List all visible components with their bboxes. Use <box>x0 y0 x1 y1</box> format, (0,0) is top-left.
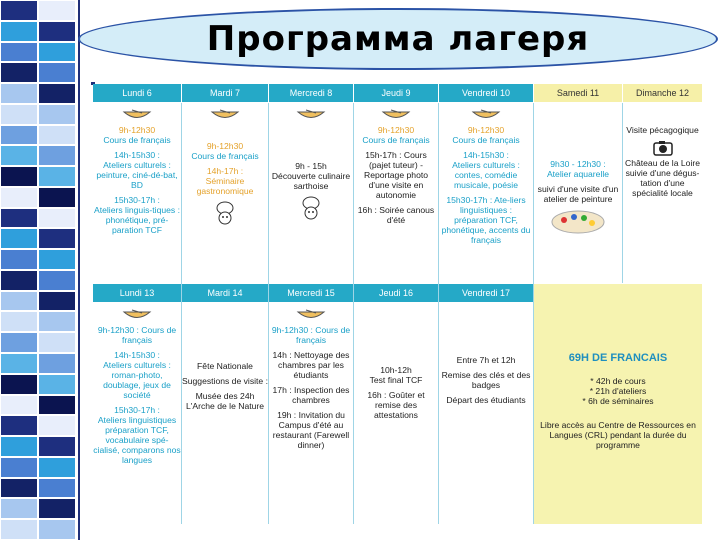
stripe-tile <box>38 208 76 229</box>
time-label: 10h-12h <box>380 365 412 375</box>
activity-label: Cours de français <box>191 151 259 161</box>
activity-label: 19h : Invitation du Campus d'été au restaurant (Farewell dinner) <box>272 410 350 450</box>
time-label: 9h30 - 12h30 : <box>550 159 606 169</box>
cell-w2-d5 <box>439 303 533 524</box>
summary-note: Libre accès au Centre de Ressources en Langues (CRL) pendant la durée du programme <box>540 420 696 450</box>
title-banner <box>78 8 718 70</box>
header-day-5: Vendredi 10 <box>439 84 533 102</box>
camera-icon <box>653 140 673 156</box>
stripe-tile <box>38 374 76 395</box>
stripe-tile <box>0 270 38 291</box>
time-label: 9h - 15h <box>295 161 327 171</box>
cell-w1-d4 <box>354 103 438 283</box>
stripe-tile <box>0 478 38 499</box>
activity-label: 16h : Soirée canous d'été <box>357 205 435 225</box>
vertical-rule <box>78 0 80 540</box>
time-label: Entre 7h et 12h <box>456 355 516 365</box>
column-divider <box>622 103 623 283</box>
stripe-tile <box>0 187 38 208</box>
decorative-stripe <box>0 0 76 540</box>
stripe-tile <box>0 228 38 249</box>
time-label: 9h-12h30 <box>206 141 244 151</box>
activity-label: 15h-17h : Cours (pajet tuteur) - Reportage photo d'une visite en autonomie <box>363 150 429 200</box>
stripe-tile <box>0 104 38 125</box>
activity-label: Départ des étudiants <box>446 395 526 405</box>
bowl-icon <box>296 109 326 121</box>
activity-label: 15h30-17h : Ate-liers linguistiques : préparation TCF, phonétique, accents du français <box>441 195 531 245</box>
stripe-tile <box>0 145 38 166</box>
activity-label: Visite pécagogique <box>626 125 699 135</box>
stripe-tile <box>0 0 38 21</box>
activity-label: Séminaire gastronomique <box>196 176 254 196</box>
time-label: 15h30-17h : <box>114 195 160 205</box>
header-day-2: Mardi 7 <box>182 84 268 102</box>
stripe-tile <box>38 332 76 353</box>
stripe-tile <box>38 457 76 478</box>
summary-list <box>534 376 702 406</box>
header-w2-day-1: Lundi 13 <box>93 284 181 302</box>
header-day-3: Mercredi 8 <box>269 84 353 102</box>
column-divider <box>438 103 439 524</box>
cell-w1-d5 <box>439 103 533 283</box>
header-day-6: Samedi 11 <box>534 84 622 102</box>
stripe-tile <box>38 415 76 436</box>
summary-item: * 6h de séminaires <box>582 396 654 406</box>
cell-w1-d1 <box>93 103 181 283</box>
cell-w1-d7 <box>623 103 702 283</box>
time-label: 9h-12h30 <box>377 125 415 135</box>
time-label: 14h-15h30 : <box>463 150 509 160</box>
stripe-tile <box>0 249 38 270</box>
page-title: Программа лагеря <box>206 19 590 59</box>
activity-label: Ateliers culturels : contes, comédie musicale, poésie <box>452 160 520 190</box>
time-label: 14h-15h30 : <box>114 150 160 160</box>
cell-w1-d6 <box>534 103 622 283</box>
stripe-tile <box>0 291 38 312</box>
column-divider <box>533 103 534 524</box>
stripe-tile <box>38 395 76 416</box>
stripe-tile <box>0 436 38 457</box>
stripe-tile <box>0 166 38 187</box>
cell-w2-d3 <box>269 303 353 524</box>
stripe-tile <box>38 249 76 270</box>
stripe-tile <box>38 104 76 125</box>
stripe-tile <box>0 332 38 353</box>
stripe-tile <box>38 187 76 208</box>
stripe-tile <box>38 519 76 540</box>
stripe-tile <box>38 83 76 104</box>
stripe-tile <box>38 166 76 187</box>
column-divider <box>353 103 354 524</box>
activity-label: Cours de français <box>452 135 520 145</box>
activity-label: Ateliers culturels : roman-photo, doublage, jeux de société <box>103 360 171 400</box>
stripe-tile <box>38 353 76 374</box>
bowl-icon <box>471 109 501 121</box>
stripe-tile <box>0 498 38 519</box>
chef-icon <box>214 201 236 227</box>
stripe-tile <box>0 415 38 436</box>
activity-label: 14h : Nettoyage des chambres par les étudiants <box>272 350 350 380</box>
stripe-tile <box>0 457 38 478</box>
bowl-icon <box>122 309 152 321</box>
summary-item: * 21h d'ateliers <box>589 386 647 396</box>
activity-label: Atelier aquarelle <box>546 169 610 179</box>
summary-title: 69H DE FRANCAIS <box>568 352 668 364</box>
header-day-1: Lundi 6 <box>93 84 181 102</box>
time-label: 9h-12h30 <box>118 125 156 135</box>
time-label: 14h-15h30 : <box>114 350 160 360</box>
stripe-tile <box>38 291 76 312</box>
stripe-tile <box>0 208 38 229</box>
summary-box <box>534 284 702 524</box>
activity-label: 16h : Goûter et remise des attestations <box>367 390 425 420</box>
activity-label: 9h-12h30 : Cours de français <box>271 325 351 345</box>
stripe-tile <box>0 21 38 42</box>
activity-label: Musée des 24h L'Arche de le Nature <box>185 391 265 411</box>
stripe-tile <box>38 42 76 63</box>
stripe-tile <box>38 270 76 291</box>
activity-label: Suggestions de visite : <box>182 376 268 386</box>
time-label: 9h-12h30 <box>467 125 505 135</box>
summary-item: * 42h de cours <box>590 376 646 386</box>
activity-label: 17h : Inspection des chambres <box>272 385 350 405</box>
stripe-tile <box>0 374 38 395</box>
activity-label: Ateliers culturels : peinture, ciné-dé-bat, BD <box>96 160 178 190</box>
stripe-tile <box>0 519 38 540</box>
stripe-tile <box>0 311 38 332</box>
header-w2-day-4: Jeudi 16 <box>354 284 438 302</box>
activity-label: Cours de français <box>362 135 430 145</box>
column-divider <box>181 103 182 524</box>
cell-w2-d4 <box>354 303 438 524</box>
paint-palette-icon <box>550 209 606 235</box>
cell-w1-d2 <box>182 103 268 283</box>
stripe-tile <box>0 125 38 146</box>
stripe-tile <box>38 145 76 166</box>
stripe-tile <box>0 62 38 83</box>
activity-label: Cours de français <box>103 135 171 145</box>
stripe-tile <box>38 62 76 83</box>
time-label: 14h-17h : <box>206 166 244 176</box>
activity-label: 9h-12h30 : Cours de français <box>97 325 177 345</box>
stripe-tile <box>38 436 76 457</box>
stripe-tile <box>0 83 38 104</box>
stripe-tile <box>38 311 76 332</box>
stripe-tile <box>38 21 76 42</box>
bowl-icon <box>122 109 152 121</box>
header-w2-day-2: Mardi 14 <box>182 284 268 302</box>
header-day-7: Dimanche 12 <box>623 84 702 102</box>
activity-label: suivi d'une visite d'un atelier de peinture <box>537 184 619 204</box>
cell-w2-d1 <box>93 303 181 524</box>
time-label: 15h30-17h : <box>114 405 160 415</box>
stripe-tile <box>0 353 38 374</box>
header-w2-day-5: Vendredi 17 <box>439 284 533 302</box>
chef-icon <box>300 196 322 222</box>
schedule-table <box>93 84 702 524</box>
activity-label: Ateliers linguis-tiques : phonétique, pré-paration TCF <box>94 205 180 235</box>
header-day-4: Jeudi 9 <box>354 84 438 102</box>
bowl-icon <box>381 109 411 121</box>
cell-w2-d2 <box>182 303 268 524</box>
activity-label: Ateliers linguistiques préparation TCF, vocabulaire spé-cialisé, comparons nos langues <box>93 415 181 465</box>
stripe-tile <box>0 395 38 416</box>
bowl-icon <box>210 109 240 121</box>
column-divider <box>268 103 269 524</box>
stripe-tile <box>38 478 76 499</box>
cell-w1-d3 <box>269 103 353 283</box>
activity-label: Fête Nationale <box>197 361 253 371</box>
stripe-tile <box>0 42 38 63</box>
activity-label: Château de la Loire suivie d'une dégus-tation d'une spécialité locale <box>624 158 700 198</box>
bowl-icon <box>296 309 326 321</box>
stripe-tile <box>38 125 76 146</box>
stripe-tile <box>38 228 76 249</box>
activity-label: Test final TCF <box>369 375 423 385</box>
header-w2-day-3: Mercredi 15 <box>269 284 353 302</box>
activity-label: Découverte culinaire sarthoise <box>271 171 351 191</box>
activity-label: Remise des clés et des badges <box>441 370 531 390</box>
stripe-tile <box>38 498 76 519</box>
stripe-tile <box>38 0 76 21</box>
